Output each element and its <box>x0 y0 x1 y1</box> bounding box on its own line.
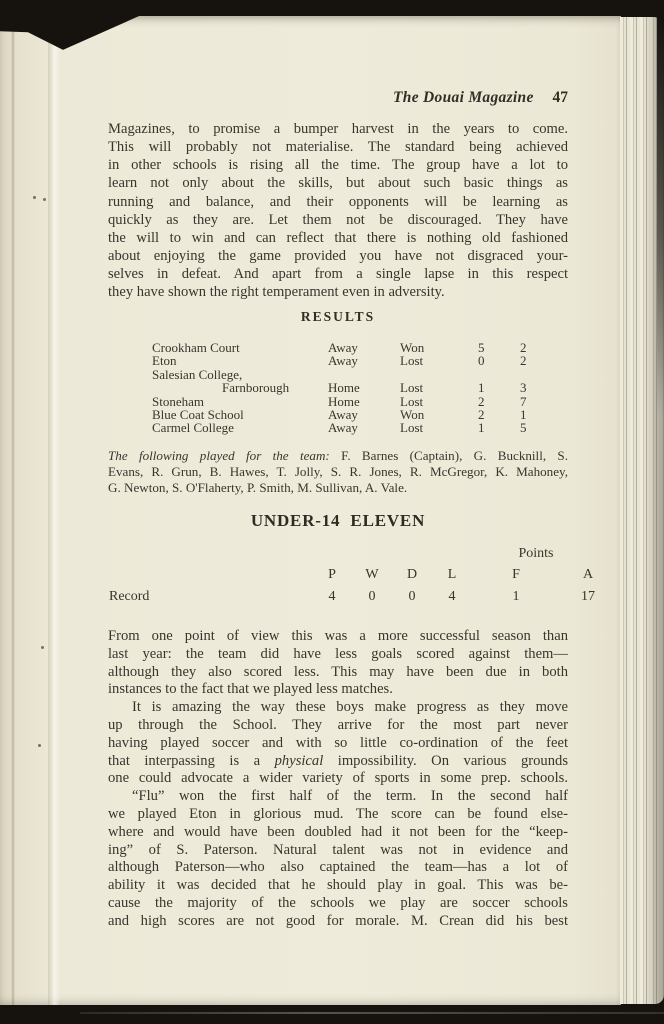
goals-for-cell: 2 <box>478 393 485 409</box>
text-segment: impossibility. On various grounds <box>323 752 568 769</box>
intro-paragraph <box>108 120 568 302</box>
text-line: ing” of S. Paterson. Natural talent was not in evidence and <box>108 841 568 858</box>
magazine-title: The Douai Magazine <box>393 89 534 106</box>
text-line: having played soccer and with so little co-ordination of the feet <box>108 734 568 751</box>
goals-against-cell: 7 <box>520 393 527 409</box>
results-heading: RESULTS <box>300 309 376 324</box>
results-table <box>108 341 568 435</box>
opponent-cell: Crookham Court <box>152 340 240 355</box>
text-line <box>108 753 568 771</box>
drawn-value: 0 <box>408 589 416 604</box>
text-line: cause the majority of the schools we play are soccer schools <box>108 894 568 911</box>
outcome-cell: Lost <box>400 353 424 369</box>
record-label: Record <box>109 589 150 604</box>
text-line: From one point of view this was a more successful season than <box>108 628 568 644</box>
record-row <box>108 587 595 607</box>
text-line: the will to win and can reflect that there is nothing old fashioned <box>108 229 568 246</box>
text-line: last year: the team did have less goals scored against them— <box>108 645 568 662</box>
text-segment: that interpassing is a <box>108 752 275 769</box>
text-line: they have shown the right temperament even in adversity. <box>108 284 445 301</box>
text-line: It is amazing the way these boys make progress as they move <box>132 699 568 716</box>
text-line: we played Eton in glorious mud. The score can be found else- <box>108 805 568 822</box>
opponent-cell: Salesian College, <box>152 366 243 382</box>
team-note <box>108 448 568 497</box>
text-line: selves in defeat. And apart from a single lapse in this respect <box>108 266 568 283</box>
outcome-cell: Won <box>400 406 425 422</box>
opponent-cell: Farnborough <box>222 380 290 396</box>
text-line: “Flu” won the first half of the term. In the second half <box>132 788 568 805</box>
text-line: This will probably not materialise. The standard being achieved <box>108 139 568 156</box>
text-line: about enjoying the game provided you have not disgraced your- <box>108 248 568 265</box>
binding-speck <box>38 744 41 747</box>
col-lost: L <box>447 567 457 582</box>
text-line: learn not only about the skills, but about such basic things as <box>108 175 568 192</box>
text-line: one could advocate a wider variety of sports in some prep. schools. <box>108 770 568 787</box>
opponent-cell: Blue Coat School <box>152 406 244 422</box>
team-note-players: F. Barnes (Captain), G. Bucknill, S. <box>329 448 568 463</box>
points-label: Points <box>518 546 554 561</box>
venue-cell: Away <box>328 420 358 436</box>
cover-edge-shadow <box>657 16 664 416</box>
text-line: ability it was decided that he should play in goal. This was be- <box>108 877 568 894</box>
goals-against-cell: 2 <box>520 340 527 355</box>
table-row <box>108 395 568 408</box>
text-line: although they also scored less. This may have been due in both <box>108 663 568 680</box>
won-value: 0 <box>368 589 376 604</box>
goals-against-cell: 2 <box>520 353 527 369</box>
text-line <box>108 448 568 464</box>
goals-against-cell: 5 <box>520 420 527 436</box>
table-row <box>108 408 568 421</box>
page-number: 47 <box>552 89 568 106</box>
column-header-row <box>108 565 594 585</box>
goals-against-cell: 1 <box>520 406 527 422</box>
outcome-cell: Won <box>400 340 425 355</box>
venue-cell: Away <box>328 340 358 355</box>
text-line: instances to the fact that we played less matches. <box>108 681 393 698</box>
goals-against-cell: 3 <box>520 380 527 396</box>
record-table <box>108 544 595 610</box>
binding-speck <box>43 198 46 201</box>
table-row <box>108 354 568 367</box>
goals-for-cell: 5 <box>478 340 485 355</box>
opponent-cell: Stoneham <box>152 393 204 409</box>
table-row <box>108 341 568 354</box>
match-report <box>108 628 568 931</box>
binding-speck <box>33 196 36 199</box>
outcome-cell: Lost <box>400 420 424 436</box>
played-value: 4 <box>328 589 336 604</box>
venue-cell: Away <box>328 406 358 422</box>
venue-cell: Away <box>328 353 358 369</box>
opponent-cell: Carmel College <box>152 420 234 436</box>
goals-for-cell: 1 <box>478 380 485 396</box>
text-line: where and would have been doubled had it not been for the “keep- <box>108 823 568 840</box>
lost-value: 4 <box>448 589 456 604</box>
venue-cell: Home <box>328 380 360 396</box>
text-line: running and balance, and their opponents will be learning as <box>108 193 568 210</box>
col-drawn: D <box>406 567 418 582</box>
table-row <box>108 368 568 381</box>
goals-for-cell: 2 <box>478 406 485 422</box>
page-header <box>393 89 568 107</box>
outcome-cell: Lost <box>400 393 424 409</box>
binding-speck <box>41 646 44 649</box>
magazine-page <box>0 16 621 1005</box>
text-line: Magazines, to promise a bumper harvest in the years to come. <box>108 121 568 137</box>
text-line: although Paterson—who also captained the team—has a lot of <box>108 859 568 876</box>
col-for: F <box>512 567 520 582</box>
opponent-cell: Eton <box>152 353 177 369</box>
text-line: G. Newton, S. O'Flaherty, P. Smith, M. Sullivan, A. Vale. <box>108 480 408 496</box>
venue-cell: Home <box>328 393 360 409</box>
under14-heading: UNDER-14 ELEVEN <box>250 511 426 530</box>
text-line: in other schools is rising all the time. The group have a lot to <box>108 157 568 174</box>
col-played: P <box>328 567 336 582</box>
text-line: and high scores are not good for morale. M. Crean did his best <box>108 912 568 929</box>
outcome-cell: Lost <box>400 380 424 396</box>
goals-for-cell: 0 <box>478 353 485 369</box>
text-line: quickly as they are. Let them not be discouraged. They have <box>108 211 568 228</box>
team-note-lead: The following played for the team: <box>108 448 330 463</box>
col-won: W <box>365 567 379 582</box>
table-row <box>108 421 568 434</box>
table-row <box>108 381 568 394</box>
cover-highlight-line <box>80 1012 664 1014</box>
col-against: A <box>582 567 594 582</box>
italic-word: physical <box>274 752 324 769</box>
goals-for-cell: 1 <box>478 420 485 436</box>
for-value: 1 <box>512 589 520 604</box>
text-line: Evans, R. Grun, B. Hawes, T. Jolly, S. R. Jones, R. McGregor, K. Mahoney, <box>108 464 568 480</box>
points-header-row <box>108 544 568 564</box>
text-line: up through the School. They arrive for the most part never <box>108 716 568 733</box>
page-content <box>108 16 595 1005</box>
against-value: 17 <box>581 589 595 604</box>
